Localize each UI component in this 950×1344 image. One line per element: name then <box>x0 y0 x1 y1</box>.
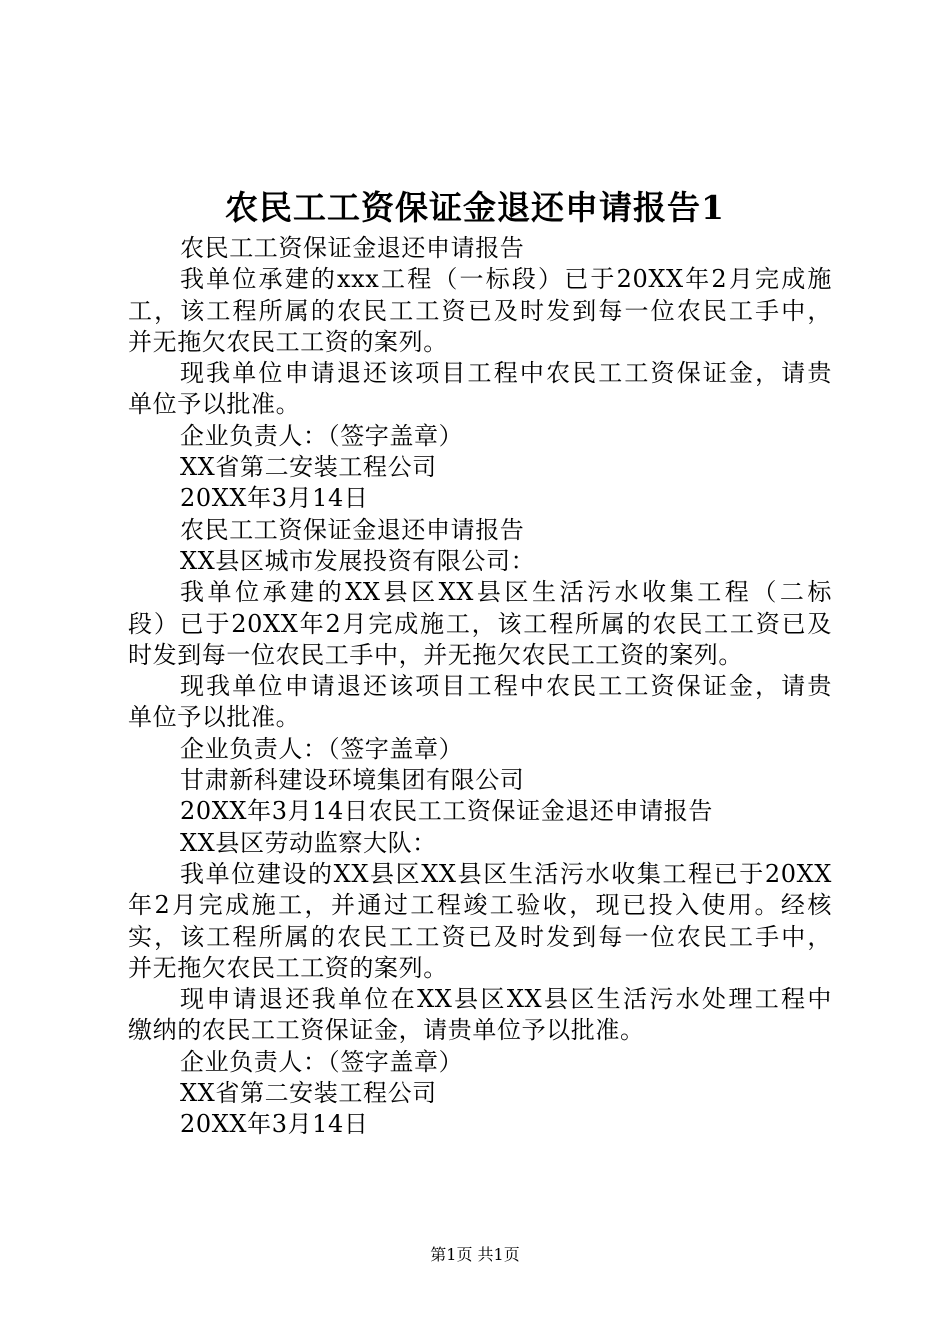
text-line: 并无拖欠农民工工资的案列。 <box>128 953 448 982</box>
text-line: 时发到每一位农民工手中，并无拖欠农民工工资的案列。 <box>128 640 743 669</box>
text-line: 20XX年3月14日农民工工资保证金退还申请报告 <box>180 797 713 826</box>
text-line: 我单位建设的XX县区XX县区生活污水收集工程已于20XX <box>180 859 832 888</box>
document-body <box>128 233 832 1141</box>
text-line: 我单位承建的XX县区XX县区生活污水收集工程（二标 <box>180 578 832 607</box>
text-line: 企业负责人：（签字盖章） <box>180 734 464 763</box>
text-line: 农民工工资保证金退还申请报告 <box>180 234 525 262</box>
text-line: 实，该工程所属的农民工工资已及时发到每一位农民工手中， <box>128 922 832 951</box>
text-line: XX省第二安装工程公司 <box>180 453 437 482</box>
text-line: 20XX年3月14日 <box>180 1110 369 1139</box>
text-line: 现我单位申请退还该项目工程中农民工工资保证金，请贵 <box>180 672 832 701</box>
text-line: XX县区劳动监察大队： <box>180 828 437 857</box>
text-line: 并无拖欠农民工工资的案列。 <box>128 327 448 356</box>
text-line: 我单位承建的xxx工程（一标段）已于20XX年2月完成施 <box>180 265 832 294</box>
text-line: XX省第二安装工程公司 <box>180 1079 437 1108</box>
text-line: 农民工工资保证金退还申请报告 <box>180 515 525 544</box>
text-line: XX县区城市发展投资有限公司： <box>180 546 536 575</box>
text-line: 年2月完成施工，并通过工程竣工验收，现已投入使用。经核 <box>128 891 832 920</box>
text-line: 工，该工程所属的农民工工资已及时发到每一位农民工手中， <box>128 296 832 325</box>
text-line: 甘肃新科建设环境集团有限公司 <box>180 766 525 795</box>
text-line: 20XX年3月14日 <box>180 484 369 513</box>
text-line: 段）已于20XX年2月完成施工，该工程所属的农民工工资已及 <box>128 609 832 638</box>
text-line: 单位予以批准。 <box>128 703 301 732</box>
page-footer: 第1页 共1页 <box>430 1245 520 1264</box>
text-line: 现申请退还我单位在XX县区XX县区生活污水处理工程中 <box>180 985 832 1014</box>
document-title: 农民工工资保证金退还申请报告1 <box>225 188 725 227</box>
text-line: 企业负责人：（签字盖章） <box>180 1047 464 1076</box>
text-line: 现我单位申请退还该项目工程中农民工工资保证金，请贵 <box>180 359 832 388</box>
text-line: 缴纳的农民工工资保证金，请贵单位予以批准。 <box>128 1016 645 1045</box>
text-line: 单位予以批准。 <box>128 390 301 419</box>
text-line: 企业负责人：（签字盖章） <box>180 421 464 450</box>
